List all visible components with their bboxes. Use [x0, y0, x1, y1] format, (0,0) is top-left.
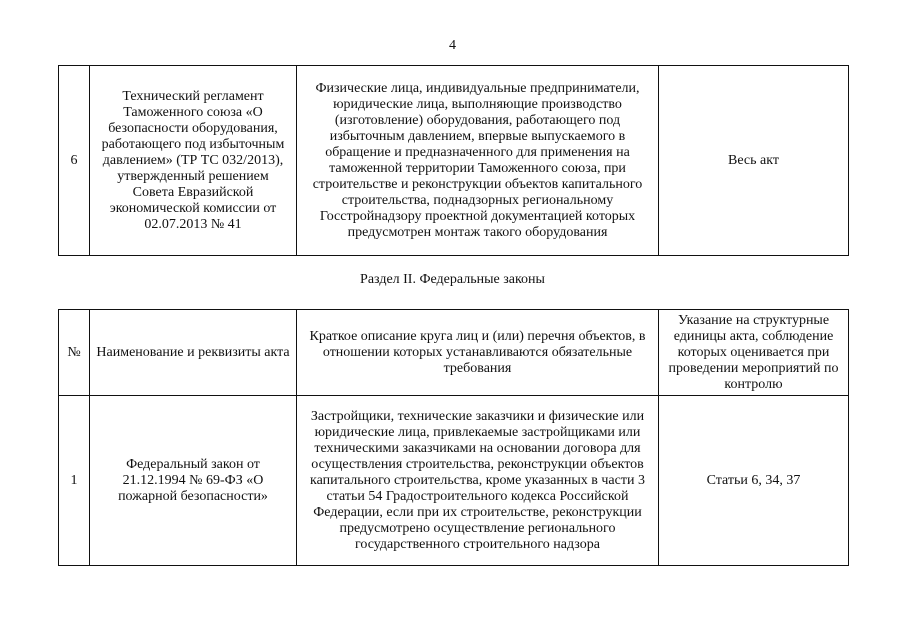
- structural-units-cell: Статьи 6, 34, 37: [659, 396, 849, 566]
- header-number: №: [59, 310, 90, 396]
- header-structural-units: Указание на структурные единицы акта, соблюдение которых оценивается при проведении мероприятий по контролю: [659, 310, 849, 396]
- table-header-row: [59, 310, 849, 396]
- section-title: Раздел II. Федеральные законы: [360, 272, 545, 287]
- regulation-table-continuation: [58, 65, 849, 256]
- table-row: [59, 396, 849, 566]
- structural-units-cell: Весь акт: [659, 66, 849, 256]
- federal-laws-table: [58, 309, 849, 566]
- act-name-cell: Федеральный закон от 21.12.1994 № 69-ФЗ «О пожарной безопасности»: [90, 396, 297, 566]
- table-row: [59, 66, 849, 256]
- page-number: 4: [449, 38, 456, 53]
- row-number-cell: 1: [59, 396, 90, 566]
- header-scope-description: Краткое описание круга лиц и (или) перечня объектов, в отношении которых устанавливаются обязательные требования: [297, 310, 659, 396]
- row-number-cell: 6: [59, 66, 90, 256]
- scope-description-cell: Физические лица, индивидуальные предприниматели, юридические лица, выполняющие производство (изготовление) оборудования, работающего под избыточным давлением, впервые выпускаемого в обращение и предназначенного для применения на таможенной территории Таможенного союза, при строительстве и реконструкции объектов капитального строительства, поднадзорных региональному Госстройнадзору проектной документацией которых предусмотрен монтаж такого оборудования: [297, 66, 659, 256]
- header-act-name: Наименование и реквизиты акта: [90, 310, 297, 396]
- act-name-cell: Технический регламент Таможенного союза «О безопасности оборудования, работающего под избыточным давлением» (ТР ТС 032/2013), утвержденный решением Совета Евразийской экономической комиссии от 02.07.2013 № 41: [90, 66, 297, 256]
- scope-description-cell: Застройщики, технические заказчики и физические или юридические лица, привлекаемые застройщиками или техническими заказчиками на основании договора для осуществления строительства, реконструкции объектов капитального строительства, кроме указанных в части 3 статьи 54 Градостроительного кодекса Российской Федерации, если при их строительстве, реконструкции предусмотрено осуществление регионального государственного строительного надзора: [297, 396, 659, 566]
